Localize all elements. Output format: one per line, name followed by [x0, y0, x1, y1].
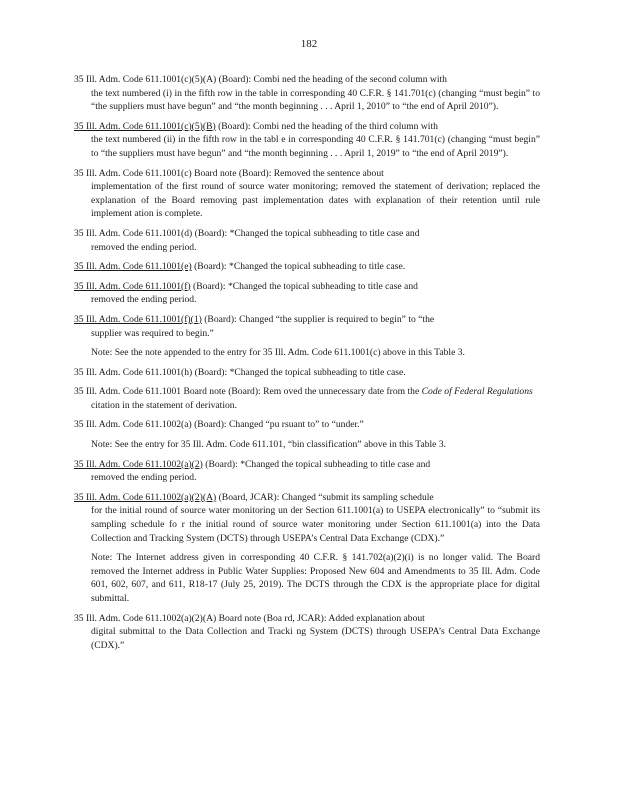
entry-citation: 35 Ill. Adm. Code 611.1001(c)(5)(B): [74, 120, 216, 132]
entry-text: *Changed the topical subheading to title case and: [227, 280, 418, 292]
table-entry: [74, 612, 540, 653]
table-entry: [74, 260, 540, 274]
page-number: 182: [300, 38, 318, 50]
entry-citation: 35 Ill. Adm. Code 611.1001(c): [74, 167, 192, 179]
entry-source: (Board):: [194, 261, 227, 273]
table-entry: [74, 120, 540, 161]
table-entry: [74, 227, 540, 254]
entry-source: (Board):: [218, 120, 251, 132]
entry-citation: 35 Ill. Adm. Code 611.1002(a)(2): [74, 458, 203, 470]
entry-text: Changed “pu rsuant to” to “under.”: [229, 419, 364, 431]
table-note: Note: The Internet address given in corresponding 40 C.F.R. § 141.702(a)(2)(i) is no longer valid. The Board removed the Internet address in Public Water Supplies: Proposed New 604 and Amendments to 35 Ill. Adm. Code 601, 602, 607, and 611, R18-17 (July 25, 2019). The DCTS through the CDX is the appropriate place for digital submittal.: [91, 552, 540, 604]
entry-source: (Board):: [194, 227, 228, 239]
entry-citation: 35 Ill. Adm. Code 611.1001(f): [74, 280, 191, 292]
entry-continuation: for the initial round of source water monitoring un der Section 611.1001(a) to USEPA electronically” to “submit its sampling schedule fo r the initial round of source water monitoring under Section 611.1001(a) into the Data Collection and Tracking System (DCTS) through USEPA’s Central Data Exchange (CDX).”: [91, 505, 540, 544]
entry-continuation: removed the ending period.: [91, 241, 197, 253]
entry-source: (Board):: [193, 280, 226, 292]
entry-source: (Board, JCAR):: [218, 491, 280, 503]
entry-citation: 35 Ill. Adm. Code 611.1001: [74, 386, 182, 398]
entry-continuation: removed the ending period.: [91, 472, 197, 484]
entry-continuation: citation in the statement of derivation.: [91, 399, 237, 411]
entry-citation: 35 Ill. Adm. Code 611.1001(c)(5)(A): [74, 74, 217, 85]
entry-text: *Changed the topical subheading to title case and: [240, 458, 431, 470]
entry-citation: 35 Ill. Adm. Code 611.1001(e): [74, 261, 192, 273]
entry-continuation: supplier was required to begin.”: [91, 327, 214, 339]
table-entry: [74, 458, 540, 485]
entry-text: *Changed the topical subheading to title case and: [229, 227, 420, 239]
entry-continuation: removed the ending period.: [91, 294, 197, 306]
entry-text: Removed the sentence about: [273, 167, 384, 179]
entry-source: Board note (Board):: [183, 386, 261, 398]
table-entry: [74, 418, 540, 432]
entry-text: Rem oved the unnecessary date from the: [263, 386, 420, 398]
entry-continuation: implementation of the first round of source water monitoring; removed the statement of derivation; replaced the explanation of the Board removing past implementation dates with explanation of their retention until rule implement ation is complete.: [91, 181, 540, 220]
entry-italic-title: Code of Federal Regulations: [421, 386, 533, 398]
entry-source: Board note (Board):: [194, 167, 272, 179]
entry-text: *Changed the topical subheading to title case.: [229, 366, 406, 378]
entry-text: *Changed the topical subheading to title case.: [229, 261, 406, 273]
table-entry: [74, 491, 540, 545]
change-table: [74, 73, 540, 658]
entry-continuation: digital submittal to the Data Collection and Tracki ng System (DCTS) through USEPA’s Central Data Exchange (CDX).”: [91, 626, 540, 651]
entry-citation: 35 Ill. Adm. Code 611.1002(a)(2)(A): [74, 491, 217, 503]
entry-source: (Board):: [205, 458, 238, 470]
entry-text: Combi ned the heading of the second column with: [253, 74, 447, 85]
table-entry: [74, 280, 540, 307]
table-entry: [74, 73, 540, 114]
table-entry: [74, 167, 540, 221]
table-note: Note: See the note appended to the entry for 35 Ill. Adm. Code 611.1001(c) above in this Table 3.: [91, 347, 465, 359]
entry-source: Board note (Boa rd, JCAR):: [218, 612, 327, 624]
table-entry: [74, 385, 540, 412]
entry-citation: 35 Ill. Adm. Code 611.1001(f)(1): [74, 313, 202, 325]
entry-citation: 35 Ill. Adm. Code 611.1001(h): [74, 366, 193, 378]
table-entry: [74, 313, 540, 340]
entry-continuation: the text numbered (ii) in the fifth row in the tabl e in corresponding 40 C.F.R. § 141.701(c) (changing “must begin” to “the suppliers must have begun” and “the month beginning . . . April 1, 2019” to “the end of April 2019”).: [91, 134, 540, 159]
entry-citation: 35 Ill. Adm. Code 611.1002(a): [74, 419, 192, 431]
entry-citation: 35 Ill. Adm. Code 611.1002(a)(2)(A): [74, 612, 217, 624]
entry-citation: 35 Ill. Adm. Code 611.1001(d): [74, 227, 193, 239]
table-note: Note: See the entry for 35 Ill. Adm. Code 611.101, “bin classification” above in this Table 3.: [91, 439, 447, 451]
entry-text: Added explanation about: [328, 612, 425, 624]
entry-text: Changed “submit its sampling schedule: [281, 491, 434, 503]
entry-text: Changed “the supplier is required to begin” to “the: [239, 313, 435, 325]
entry-source: (Board):: [194, 366, 228, 378]
entry-source: (Board):: [204, 313, 237, 325]
table-entry: [74, 366, 540, 380]
entry-text: Combi ned the heading of the third column with: [253, 120, 438, 132]
entry-source: (Board):: [194, 419, 227, 431]
entry-continuation: the text numbered (i) in the fifth row in the table in corresponding 40 C.F.R. § 141.701(c) (changing “must begin” to “the suppliers must have begun” and “the month beginning . . . April 1, 2010” to “the end of April 2010”).: [91, 87, 540, 113]
entry-source: (Board):: [218, 74, 252, 85]
